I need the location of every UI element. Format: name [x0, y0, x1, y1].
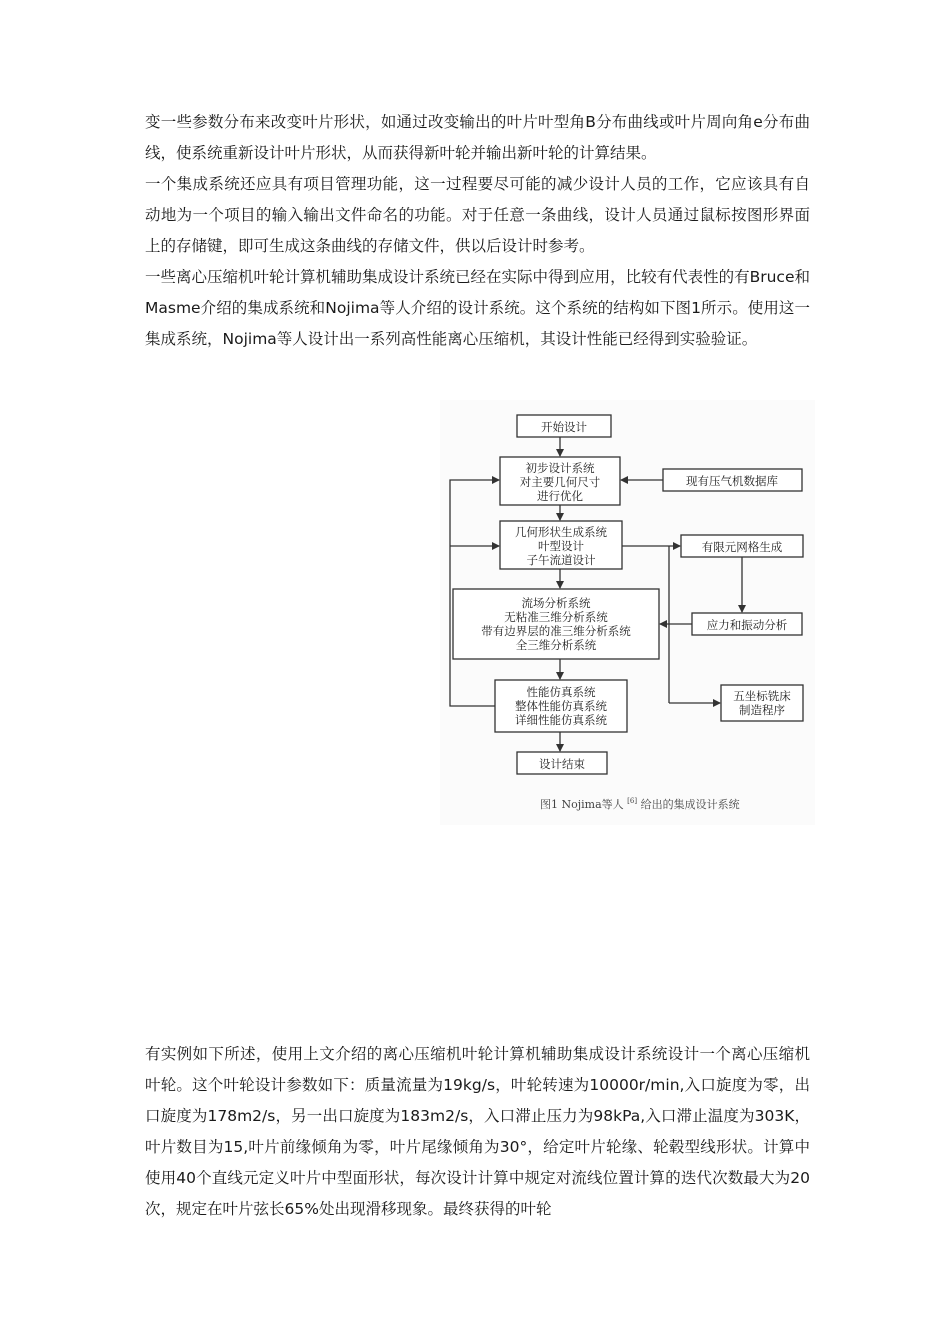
preliminary-line-2: 对主要几何尺寸: [519, 475, 601, 489]
database-label: 现有压气机数据库: [686, 474, 778, 488]
flow-line-2: 无粘准三维分析系统: [504, 610, 608, 624]
flowchart-diagram: [440, 400, 815, 825]
flow-line-1: 流场分析系统: [521, 596, 591, 610]
preliminary-line-3: 进行优化: [537, 489, 583, 503]
caption-suffix: 给出的集成设计系统: [640, 798, 740, 811]
start-label: 开始设计: [541, 420, 587, 434]
figure-caption: [540, 793, 740, 811]
geometry-line-2: 叶型设计: [538, 539, 584, 553]
geometry-line-3: 子午流道设计: [526, 553, 596, 567]
caption-ref: [6]: [627, 797, 638, 805]
flow-line-4: 全三维分析系统: [515, 638, 597, 652]
geometry-line-1: 几何形状生成系统: [515, 525, 607, 539]
performance-line-2: 整体性能仿真系统: [515, 699, 607, 713]
performance-line-1: 性能仿真系统: [526, 685, 596, 699]
paragraph-2: 一个集成系统还应具有项目管理功能，这一过程要尽可能的减少设计人员的工作，它应该具有自动地为一个项目的输入输出文件命名的功能。对于任意一条曲线，设计人员通过鼠标按图形界面上的存储键，即可生成这条曲线的存储文件，供以后设计时参考。: [145, 175, 810, 255]
performance-line-3: 详细性能仿真系统: [515, 713, 607, 727]
caption-prefix: 图1 Nojima等人: [540, 798, 624, 811]
end-label: 设计结束: [539, 757, 585, 771]
flow-line-3: 带有边界层的准三维分析系统: [481, 624, 631, 638]
preliminary-line-1: 初步设计系统: [525, 461, 595, 475]
cnc-line-2: 制造程序: [739, 703, 785, 717]
paragraph-1: 变一些参数分布来改变叶片形状，如通过改变输出的叶片叶型角Β分布曲线或叶片周向角e分布曲线，使系统重新设计叶片形状，从而获得新叶轮并输出新叶轮的计算结果。: [145, 113, 810, 162]
cnc-line-1: 五坐标铣床: [733, 689, 791, 703]
paragraph-3: 一些离心压缩机叶轮计算机辅助集成设计系统已经在实际中得到应用，比较有代表性的有Bruce和Masme介绍的集成系统和Nojima等人介绍的设计系统。这个系统的结构如下图1所示。使用这一集成系统，Nojima等人设计出一系列高性能离心压缩机，其设计性能已经得到实验验证。: [145, 268, 810, 348]
paragraph-4: 有实例如下所述，使用上文介绍的离心压缩机叶轮计算机辅助集成设计系统设计一个离心压缩机叶轮。这个叶轮设计参数如下：质量流量为19kg/s，叶轮转速为10000r/min,入口旋度为零，出口旋度为178m2/s，另一出口旋度为183m2/s，入口滞止压力为98kPa,入口滞止温度为303K，叶片数目为15,叶片前缘倾角为零，叶片尾缘倾角为30°，给定叶片轮缘、轮毂型线形状。计算中使用40个直线元定义叶片中型面形状，每次设计计算中规定对流线位置计算的迭代次数最大为20次，规定在叶片弦长65%处出现滑移现象。最终获得的叶轮: [145, 1045, 810, 1218]
stress-label: 应力和振动分析: [706, 618, 788, 632]
flowchart-figure: [440, 400, 815, 825]
fem-mesh-label: 有限元网格生成: [701, 540, 783, 554]
